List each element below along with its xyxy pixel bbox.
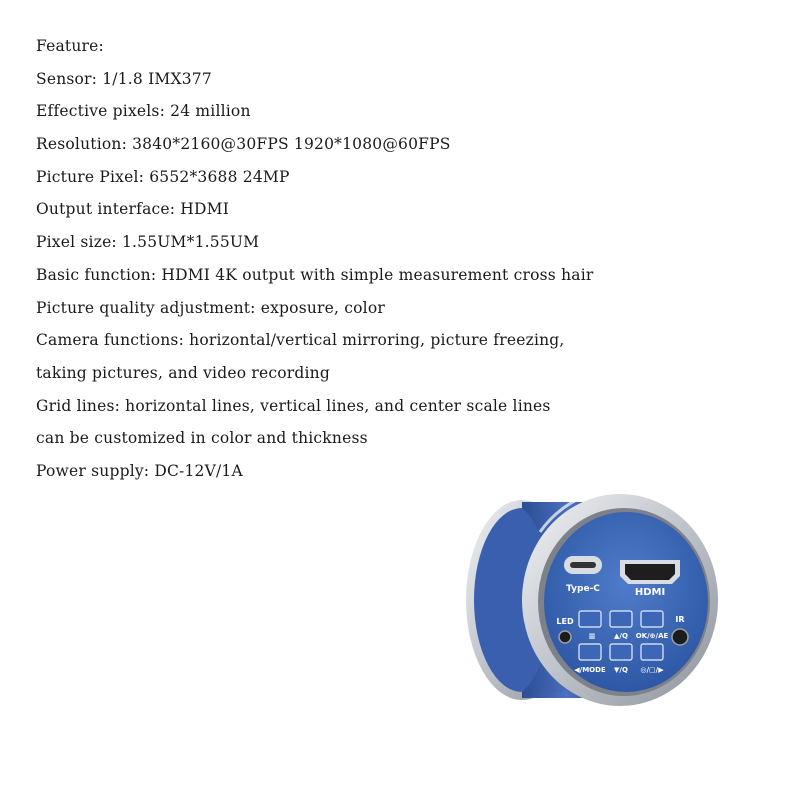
mode-button[interactable]: [579, 644, 601, 660]
menu-symbol: ≡: [588, 632, 596, 642]
spec-line: Power supply: DC-12V/1A: [36, 461, 243, 480]
camera-product-image: [460, 492, 720, 708]
hdmi-slot: [625, 564, 675, 580]
ir-receiver: [672, 629, 688, 645]
spec-line: Pixel size: 1.55UM*1.55UM: [36, 233, 260, 252]
spec-line: Resolution: 3840*2160@30FPS 1920*1080@60FPS: [36, 135, 451, 154]
spec-line: can be customized in color and thickness: [36, 429, 368, 448]
ok-button[interactable]: [641, 611, 663, 627]
spec-line: taking pictures, and video recording: [36, 363, 330, 382]
spec-line: Camera functions: horizontal/vertical mirroring, picture freezing,: [36, 331, 565, 350]
spec-line: Sensor: 1/1.8 IMX377: [36, 69, 212, 88]
capture-button[interactable]: [641, 644, 663, 660]
spec-line: Output interface: HDMI: [36, 200, 230, 219]
mode-label: ◀/MODE: [574, 666, 606, 674]
spec-line: Basic function: HDMI 4K output with simple measurement cross hair: [36, 265, 594, 284]
camera-illustration: [460, 492, 720, 708]
spec-line: Feature:: [36, 37, 104, 55]
capture-label: ◎/▢/▶: [640, 666, 664, 674]
spec-line: Effective pixels: 24 million: [36, 102, 251, 121]
camera-panel: [544, 512, 708, 692]
down-zoom-button[interactable]: [610, 644, 632, 660]
spec-line: Picture quality adjustment: exposure, color: [36, 298, 385, 317]
led-label: LED: [556, 617, 574, 626]
spec-line: Grid lines: horizontal lines, vertical lines, and center scale lines: [36, 396, 551, 415]
typec-slot: [570, 562, 596, 568]
ok-label: OK/⊕/AE: [635, 632, 669, 640]
spec-list: [36, 30, 593, 488]
up-zoom-label: ▲/Q: [614, 632, 628, 640]
hdmi-label: HDMI: [634, 587, 666, 598]
typec-label: Type-C: [566, 584, 600, 594]
up-zoom-button[interactable]: [610, 611, 632, 627]
led-indicator: [559, 631, 571, 643]
menu-button[interactable]: [579, 611, 601, 627]
down-zoom-label: ▼/Q: [614, 666, 628, 674]
ir-label: IR: [675, 615, 685, 624]
spec-line: Picture Pixel: 6552*3688 24MP: [36, 167, 290, 186]
